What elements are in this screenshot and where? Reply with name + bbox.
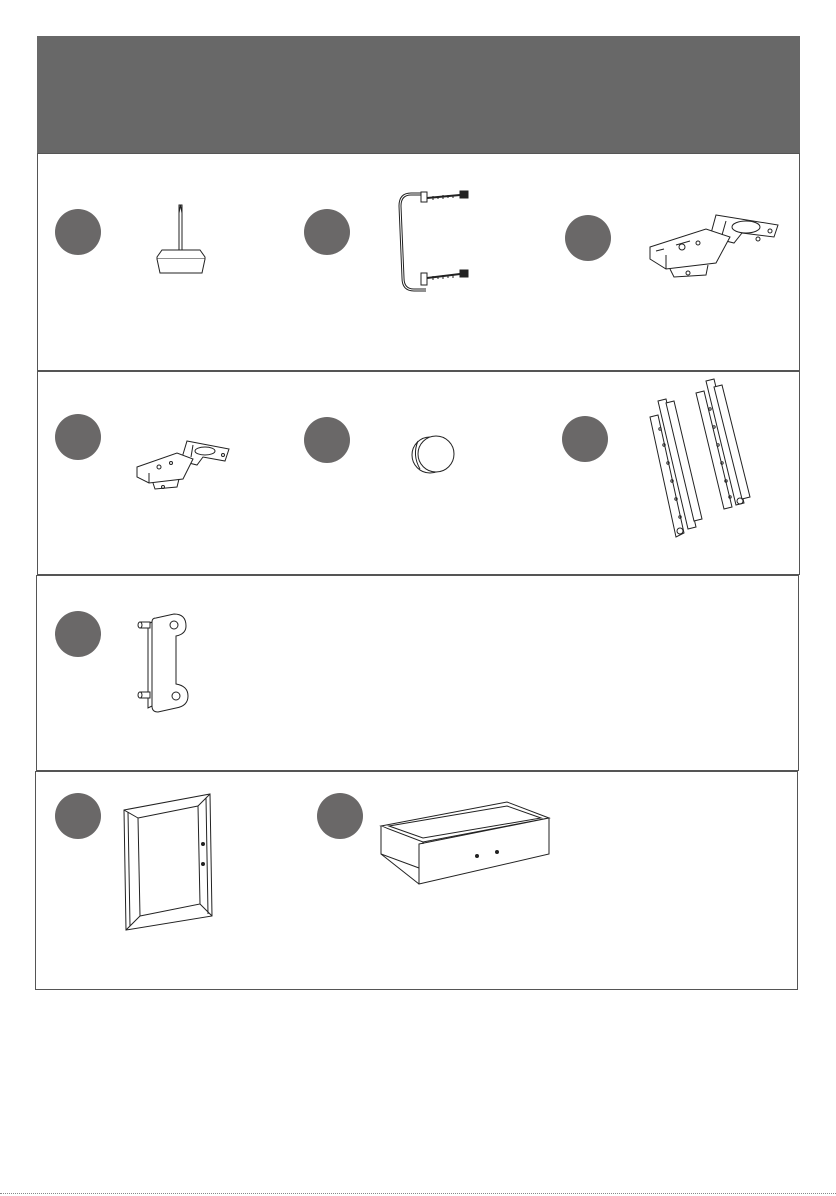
part-number-badge-8 [55,793,101,839]
connecting-bracket-icon [136,608,194,714]
part-number-badge-5 [304,417,350,463]
door-panel-icon [122,792,214,932]
part-number-badge-3 [565,215,611,261]
drawer-box-icon [379,800,551,886]
part-number-badge-9 [317,793,363,839]
page-bottom-edge [0,1193,836,1194]
bar-handle-with-screws-icon [388,188,470,296]
part-number-badge-1 [55,209,101,255]
drawer-slide-rails-icon [644,379,756,541]
header-bar [37,36,800,153]
concealed-hinge-large-icon [646,207,780,285]
concealed-hinge-small-icon [135,437,231,497]
nail-with-felt-pad-icon [150,205,212,275]
part-number-badge-4 [55,414,101,460]
part-number-badge-2 [304,209,350,255]
part-number-badge-6 [562,416,608,462]
round-bumper-icon [410,433,456,475]
part-number-badge-7 [55,611,101,657]
